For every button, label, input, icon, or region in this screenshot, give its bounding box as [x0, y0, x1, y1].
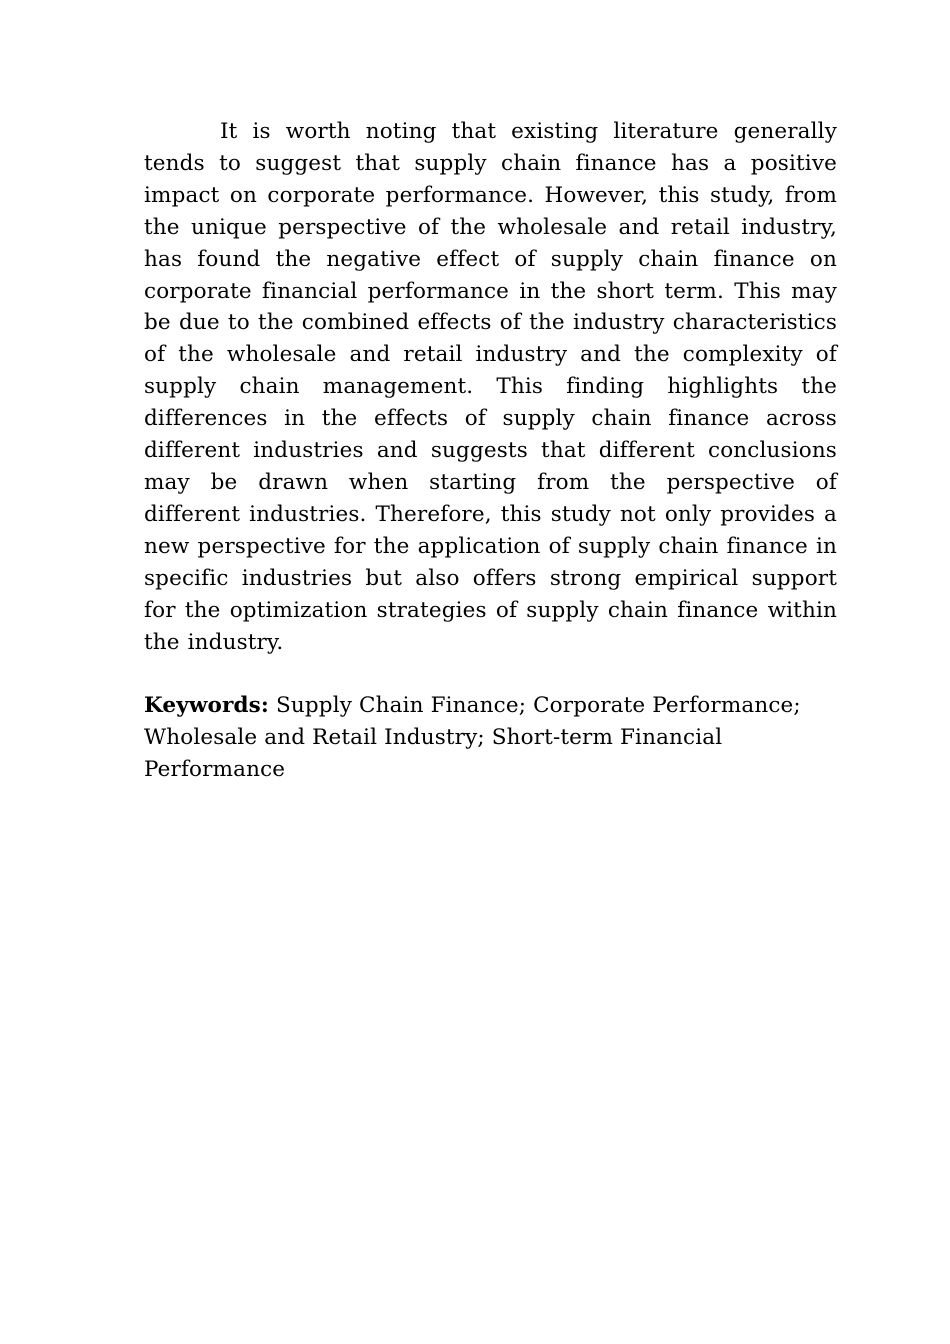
keywords-label: Keywords: [144, 693, 269, 719]
keywords-text: Supply Chain Finance; Corporate Performance; Wholesale and Retail Industry; Short-term Financial Performance [144, 693, 801, 783]
body-paragraph: It is worth noting that existing literature generally tends to suggest that supply chain finance has a positive impact on corporate performance. However, this study, from the unique perspective of the wholesale and retail industry, has found the negative effect of supply chain finance on corporate financial performance in the short term. This may be due to the combined effects of the industry characteristics of the wholesale and retail industry and the complexity of supply chain management. This finding highlights the differences in the effects of supply chain finance across different industries and suggests that different conclusions may be drawn when starting from the perspective of different industries. Therefore, this study not only provides a new perspective for the application of supply chain finance in specific industries but also offers strong empirical support for the optimization strategies of supply chain finance within the industry. [144, 119, 837, 655]
keywords-line [144, 690, 804, 786]
page-content [144, 116, 837, 786]
